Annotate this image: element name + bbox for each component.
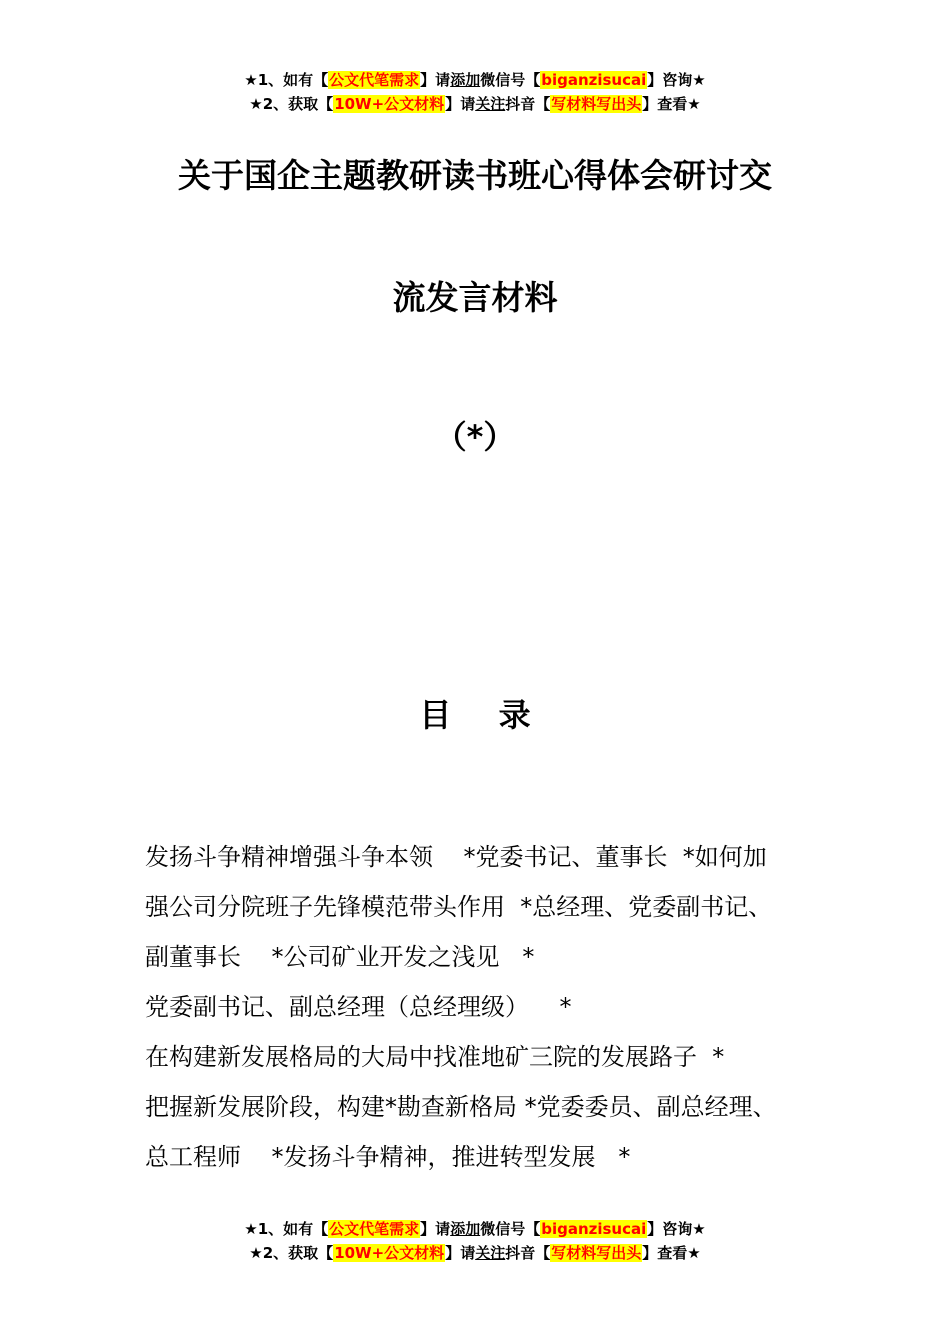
toc-line: 副董事长 *公司矿业开发之浅见 * bbox=[145, 943, 535, 971]
promo-text: 】咨询★ bbox=[647, 71, 706, 89]
promo-highlight: 10W+公文材料 bbox=[334, 95, 445, 113]
document-title-line-2: 流发言材料 bbox=[392, 278, 558, 317]
toc-line: 把握新发展阶段，构建*勘查新格局 *党委委员、副总经理、 bbox=[145, 1093, 777, 1121]
promo-text: ★2、获取【 bbox=[249, 95, 334, 113]
toc-line: 在构建新发展格局的大局中找准地矿三院的发展路子 * bbox=[145, 1043, 725, 1071]
promo-underline: 关注 bbox=[475, 95, 506, 113]
promo-highlight: biganzisucai bbox=[541, 1220, 647, 1238]
promo-underline: 关注 bbox=[475, 1244, 506, 1262]
promo-text: 】查看★ bbox=[642, 1244, 701, 1262]
promo-text: 抖音【 bbox=[505, 1244, 551, 1262]
promo-line-2 bbox=[0, 92, 950, 116]
promo-text: ★1、如有【 bbox=[244, 71, 329, 89]
promo-line-2 bbox=[0, 1241, 950, 1265]
promo-text: ★1、如有【 bbox=[244, 1220, 329, 1238]
promo-highlight: 写材料写出头 bbox=[551, 95, 642, 113]
toc-line: 强公司分院班子先锋模范带头作用 *总经理、党委副书记、 bbox=[145, 893, 773, 921]
promo-text: 微信号【 bbox=[480, 1220, 541, 1238]
promo-text: 】请 bbox=[420, 1220, 451, 1238]
promo-text: 】咨询★ bbox=[647, 1220, 706, 1238]
promo-text: 】请 bbox=[420, 71, 451, 89]
promo-text: 微信号【 bbox=[480, 71, 541, 89]
promo-highlight: 公文代笔需求 bbox=[329, 71, 420, 89]
promo-highlight: biganzisucai bbox=[541, 71, 647, 89]
promo-highlight: 写材料写出头 bbox=[551, 1244, 642, 1262]
toc-line: 发扬斗争精神增强斗争本领 *党委书记、董事长 *如何加 bbox=[145, 843, 767, 871]
footer-promo-banner bbox=[0, 1217, 950, 1265]
toc-heading: 目 录 bbox=[419, 696, 549, 734]
promo-text: 抖音【 bbox=[505, 95, 551, 113]
promo-highlight: 10W+公文材料 bbox=[334, 1244, 445, 1262]
promo-text: 】查看★ bbox=[642, 95, 701, 113]
document-title-line-1: 关于国企主题教研读书班心得体会研讨交 bbox=[178, 156, 772, 195]
promo-line-1 bbox=[0, 68, 950, 92]
toc-line: 党委副书记、副总经理（总经理级） * bbox=[145, 993, 572, 1021]
promo-text: ★2、获取【 bbox=[249, 1244, 334, 1262]
promo-text: 】请 bbox=[445, 95, 476, 113]
promo-underline: 添加 bbox=[450, 1220, 481, 1238]
toc-list bbox=[145, 832, 835, 1182]
promo-text: 】请 bbox=[445, 1244, 476, 1262]
document-title-number: （*） bbox=[434, 418, 516, 456]
promo-highlight: 公文代笔需求 bbox=[329, 1220, 420, 1238]
toc-line: 总工程师 *发扬斗争精神，推进转型发展 * bbox=[145, 1143, 631, 1171]
header-promo-banner bbox=[0, 68, 950, 116]
promo-line-1 bbox=[0, 1217, 950, 1241]
promo-underline: 添加 bbox=[450, 71, 481, 89]
